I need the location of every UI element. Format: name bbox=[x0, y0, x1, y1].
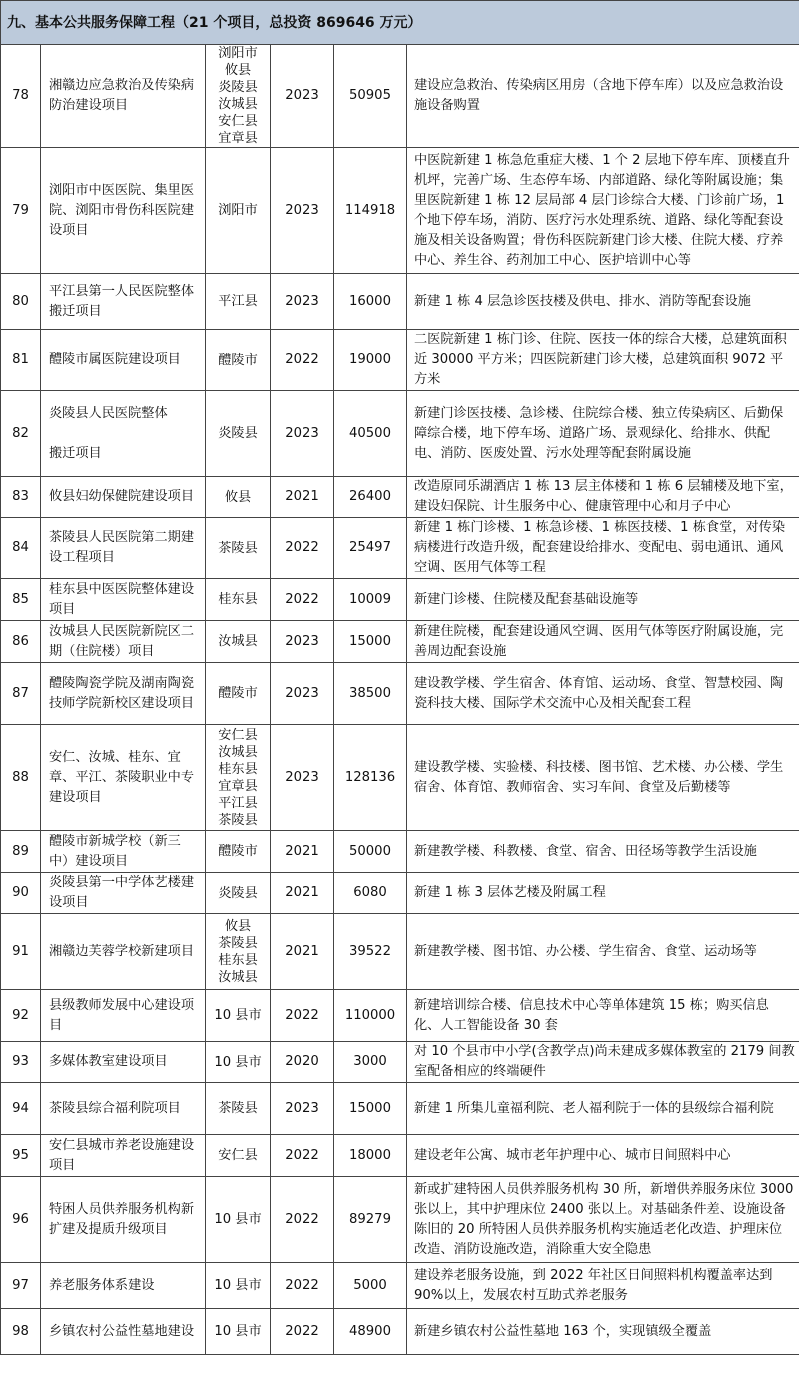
project-year: 2022 bbox=[271, 579, 334, 621]
project-year: 2022 bbox=[271, 518, 334, 579]
project-investment: 25497 bbox=[334, 518, 407, 579]
project-investment: 128136 bbox=[334, 725, 407, 831]
project-investment: 48900 bbox=[334, 1309, 407, 1355]
row-number: 93 bbox=[1, 1042, 41, 1083]
project-name: 炎陵县第一中学体艺楼建设项目 bbox=[41, 873, 206, 914]
project-content: 新建教学楼、科教楼、食堂、宿舍、田径场等教学生活设施 bbox=[407, 831, 799, 873]
project-area: 10 县市 bbox=[206, 1177, 271, 1263]
project-year: 2023 bbox=[271, 274, 334, 330]
project-content: 新建教学楼、图书馆、办公楼、学生宿舍、食堂、运动场等 bbox=[407, 914, 799, 990]
project-name: 安仁县城市养老设施建设项目 bbox=[41, 1135, 206, 1177]
row-number: 82 bbox=[1, 391, 41, 477]
project-investment: 50905 bbox=[334, 45, 407, 148]
project-investment: 110000 bbox=[334, 990, 407, 1042]
project-investment: 16000 bbox=[334, 274, 407, 330]
project-name: 多媒体教室建设项目 bbox=[41, 1042, 206, 1083]
project-investment: 38500 bbox=[334, 663, 407, 725]
project-content: 二医院新建 1 栋门诊、住院、医技一体的综合大楼，总建筑面积近 30000 平方米；四医院新建门诊大楼，总建筑面积 9072 平方米 bbox=[407, 330, 799, 391]
project-year: 2022 bbox=[271, 1135, 334, 1177]
project-content: 新建培训综合楼、信息技术中心等单体建筑 15 栋；购买信息化、人工智能设备 30 套 bbox=[407, 990, 799, 1042]
project-name: 湘赣边芙蓉学校新建项目 bbox=[41, 914, 206, 990]
project-year: 2021 bbox=[271, 873, 334, 914]
project-name: 桂东县中医医院整体建设项目 bbox=[41, 579, 206, 621]
project-content: 建设养老服务设施，到 2022 年社区日间照料机构覆盖率达到 90%以上，发展农村互助式养老服务 bbox=[407, 1263, 799, 1309]
project-year: 2022 bbox=[271, 330, 334, 391]
table-row bbox=[1, 831, 799, 873]
project-year: 2023 bbox=[271, 45, 334, 148]
project-year: 2021 bbox=[271, 477, 334, 518]
project-content: 中医院新建 1 栋急危重症大楼、1 个 2 层地下停车库、顶楼直升机坪，完善广场、生态停车场、内部道路、绿化等附属设施；集里医院新建 1 栋 12 层局部 4 层门诊综合大楼、门诊前广场，1 个地下停车场，消防、医疗污水处理系统、道路、绿化等配套设施及相关设备购置；骨伤科医院新建门诊大楼、住院大楼、疗养中心、养生谷、药剂加工中心、医护培训中心等 bbox=[407, 148, 799, 274]
project-area: 安仁县 bbox=[206, 1135, 271, 1177]
project-investment: 39522 bbox=[334, 914, 407, 990]
project-investment: 26400 bbox=[334, 477, 407, 518]
table-row bbox=[1, 1177, 799, 1263]
section-title: 九、基本公共服务保障工程（21 个项目，总投资 869646 万元） bbox=[1, 1, 799, 45]
project-investment: 15000 bbox=[334, 621, 407, 663]
project-area: 醴陵市 bbox=[206, 831, 271, 873]
row-number: 89 bbox=[1, 831, 41, 873]
project-area: 茶陵县 bbox=[206, 518, 271, 579]
project-name: 醴陵市属医院建设项目 bbox=[41, 330, 206, 391]
row-number: 97 bbox=[1, 1263, 41, 1309]
table-row bbox=[1, 148, 799, 274]
project-year: 2023 bbox=[271, 391, 334, 477]
project-year: 2022 bbox=[271, 1177, 334, 1263]
project-name: 茶陵县人民医院第二期建设工程项目 bbox=[41, 518, 206, 579]
project-area: 攸县 茶陵县 桂东县 汝城县 bbox=[206, 914, 271, 990]
project-name: 攸县妇幼保健院建设项目 bbox=[41, 477, 206, 518]
row-number: 80 bbox=[1, 274, 41, 330]
project-investment: 19000 bbox=[334, 330, 407, 391]
project-area: 桂东县 bbox=[206, 579, 271, 621]
row-number: 94 bbox=[1, 1083, 41, 1135]
project-year: 2023 bbox=[271, 1083, 334, 1135]
project-area: 浏阳市 攸县 炎陵县 汝城县 安仁县 宜章县 bbox=[206, 45, 271, 148]
project-name: 平江县第一人民医院整体搬迁项目 bbox=[41, 274, 206, 330]
row-number: 95 bbox=[1, 1135, 41, 1177]
table-row bbox=[1, 873, 799, 914]
project-area: 平江县 bbox=[206, 274, 271, 330]
project-area: 炎陵县 bbox=[206, 873, 271, 914]
project-investment: 5000 bbox=[334, 1263, 407, 1309]
project-content: 改造原同乐湖酒店 1 栋 13 层主体楼和 1 栋 6 层辅楼及地下室，建设妇保院、计生服务中心、健康管理中心和月子中心 bbox=[407, 477, 799, 518]
project-year: 2023 bbox=[271, 148, 334, 274]
row-number: 78 bbox=[1, 45, 41, 148]
project-year: 2023 bbox=[271, 621, 334, 663]
row-number: 88 bbox=[1, 725, 41, 831]
project-area: 10 县市 bbox=[206, 1309, 271, 1355]
project-content: 新建 1 所集儿童福利院、老人福利院于一体的县级综合福利院 bbox=[407, 1083, 799, 1135]
project-name: 县级教师发展中心建设项目 bbox=[41, 990, 206, 1042]
row-number: 91 bbox=[1, 914, 41, 990]
project-investment: 10009 bbox=[334, 579, 407, 621]
project-investment: 40500 bbox=[334, 391, 407, 477]
project-content: 新建 1 栋 4 层急诊医技楼及供电、排水、消防等配套设施 bbox=[407, 274, 799, 330]
project-year: 2022 bbox=[271, 990, 334, 1042]
project-year: 2021 bbox=[271, 831, 334, 873]
project-content: 建设老年公寓、城市老年护理中心、城市日间照料中心 bbox=[407, 1135, 799, 1177]
project-investment: 50000 bbox=[334, 831, 407, 873]
project-year: 2020 bbox=[271, 1042, 334, 1083]
table-row bbox=[1, 45, 799, 148]
project-area: 醴陵市 bbox=[206, 330, 271, 391]
row-number: 79 bbox=[1, 148, 41, 274]
project-name: 汝城县人民医院新院区二期（住院楼）项目 bbox=[41, 621, 206, 663]
project-name: 炎陵县人民医院整体 搬迁项目 bbox=[41, 391, 206, 477]
project-name: 醴陵市新城学校（新三中）建设项目 bbox=[41, 831, 206, 873]
project-area: 10 县市 bbox=[206, 1263, 271, 1309]
table-row bbox=[1, 1309, 799, 1355]
project-area: 炎陵县 bbox=[206, 391, 271, 477]
project-content: 新建住院楼，配套建设通风空调、医用气体等医疗附属设施，完善周边配套设施 bbox=[407, 621, 799, 663]
project-investment: 18000 bbox=[334, 1135, 407, 1177]
table-row bbox=[1, 621, 799, 663]
table-row bbox=[1, 1135, 799, 1177]
table-row bbox=[1, 663, 799, 725]
project-content: 新建 1 栋 3 层体艺楼及附属工程 bbox=[407, 873, 799, 914]
section-header-row bbox=[1, 1, 799, 45]
project-content: 建设教学楼、实验楼、科技楼、图书馆、艺术楼、办公楼、学生宿舍、体育馆、教师宿舍、实习车间、食堂及后勤楼等 bbox=[407, 725, 799, 831]
project-year: 2021 bbox=[271, 914, 334, 990]
project-content: 新建门诊医技楼、急诊楼、住院综合楼、独立传染病区、后勤保障综合楼，地下停车场、道路广场、景观绿化、给排水、供配电、消防、医废处置、污水处理等配套附属设施 bbox=[407, 391, 799, 477]
row-number: 96 bbox=[1, 1177, 41, 1263]
project-area: 攸县 bbox=[206, 477, 271, 518]
table-row bbox=[1, 1083, 799, 1135]
project-year: 2023 bbox=[271, 663, 334, 725]
table-row bbox=[1, 274, 799, 330]
row-number: 84 bbox=[1, 518, 41, 579]
project-investment: 6080 bbox=[334, 873, 407, 914]
table-row bbox=[1, 914, 799, 990]
project-investment: 89279 bbox=[334, 1177, 407, 1263]
project-content: 建设教学楼、学生宿舍、体育馆、运动场、食堂、智慧校园、陶瓷科技大楼、国际学术交流中心及相关配套工程 bbox=[407, 663, 799, 725]
project-area: 10 县市 bbox=[206, 1042, 271, 1083]
row-number: 86 bbox=[1, 621, 41, 663]
table-row bbox=[1, 477, 799, 518]
project-name: 湘赣边应急救治及传染病防治建设项目 bbox=[41, 45, 206, 148]
project-area: 安仁县 汝城县 桂东县 宜章县 平江县 茶陵县 bbox=[206, 725, 271, 831]
project-content: 新建门诊楼、住院楼及配套基础设施等 bbox=[407, 579, 799, 621]
project-content: 新建 1 栋门诊楼、1 栋急诊楼、1 栋医技楼、1 栋食堂，对传染病楼进行改造升级，配套建设给排水、变配电、弱电通讯、通风空调、医用气体等工程 bbox=[407, 518, 799, 579]
project-year: 2022 bbox=[271, 1309, 334, 1355]
project-name: 安仁、汝城、桂东、宜章、平江、茶陵职业中专建设项目 bbox=[41, 725, 206, 831]
project-content: 新或扩建特困人员供养服务机构 30 所，新增供养服务床位 3000 张以上，其中护理床位 2400 张以上。对基础条件差、设施设备陈旧的 20 所特困人员供养服务机构实施适老化改造、护理床位改造、消防设施改造，消除重大安全隐患 bbox=[407, 1177, 799, 1263]
project-name: 醴陵陶瓷学院及湖南陶瓷技师学院新校区建设项目 bbox=[41, 663, 206, 725]
row-number: 98 bbox=[1, 1309, 41, 1355]
row-number: 92 bbox=[1, 990, 41, 1042]
table-row bbox=[1, 1042, 799, 1083]
project-year: 2022 bbox=[271, 1263, 334, 1309]
table-row bbox=[1, 579, 799, 621]
project-area: 茶陵县 bbox=[206, 1083, 271, 1135]
project-investment: 114918 bbox=[334, 148, 407, 274]
table-row bbox=[1, 725, 799, 831]
row-number: 83 bbox=[1, 477, 41, 518]
project-content: 新建乡镇农村公益性墓地 163 个，实现镇级全覆盖 bbox=[407, 1309, 799, 1355]
row-number: 87 bbox=[1, 663, 41, 725]
project-name: 特困人员供养服务机构新扩建及提质升级项目 bbox=[41, 1177, 206, 1263]
project-investment: 15000 bbox=[334, 1083, 407, 1135]
project-year: 2023 bbox=[271, 725, 334, 831]
project-content: 建设应急救治、传染病区用房（含地下停车库）以及应急救治设施设备购置 bbox=[407, 45, 799, 148]
table-row bbox=[1, 330, 799, 391]
project-area: 10 县市 bbox=[206, 990, 271, 1042]
table-row bbox=[1, 990, 799, 1042]
table-row bbox=[1, 391, 799, 477]
project-name: 养老服务体系建设 bbox=[41, 1263, 206, 1309]
row-number: 85 bbox=[1, 579, 41, 621]
project-area: 汝城县 bbox=[206, 621, 271, 663]
project-investment: 3000 bbox=[334, 1042, 407, 1083]
row-number: 81 bbox=[1, 330, 41, 391]
project-name: 乡镇农村公益性墓地建设 bbox=[41, 1309, 206, 1355]
row-number: 90 bbox=[1, 873, 41, 914]
table-row bbox=[1, 518, 799, 579]
project-content: 对 10 个县市中小学(含教学点)尚未建成多媒体教室的 2179 间教室配备相应的终端硬件 bbox=[407, 1042, 799, 1083]
project-name: 浏阳市中医医院、集里医院、浏阳市骨伤科医院建设项目 bbox=[41, 148, 206, 274]
project-area: 醴陵市 bbox=[206, 663, 271, 725]
project-area: 浏阳市 bbox=[206, 148, 271, 274]
table-row bbox=[1, 1263, 799, 1309]
project-name: 茶陵县综合福利院项目 bbox=[41, 1083, 206, 1135]
